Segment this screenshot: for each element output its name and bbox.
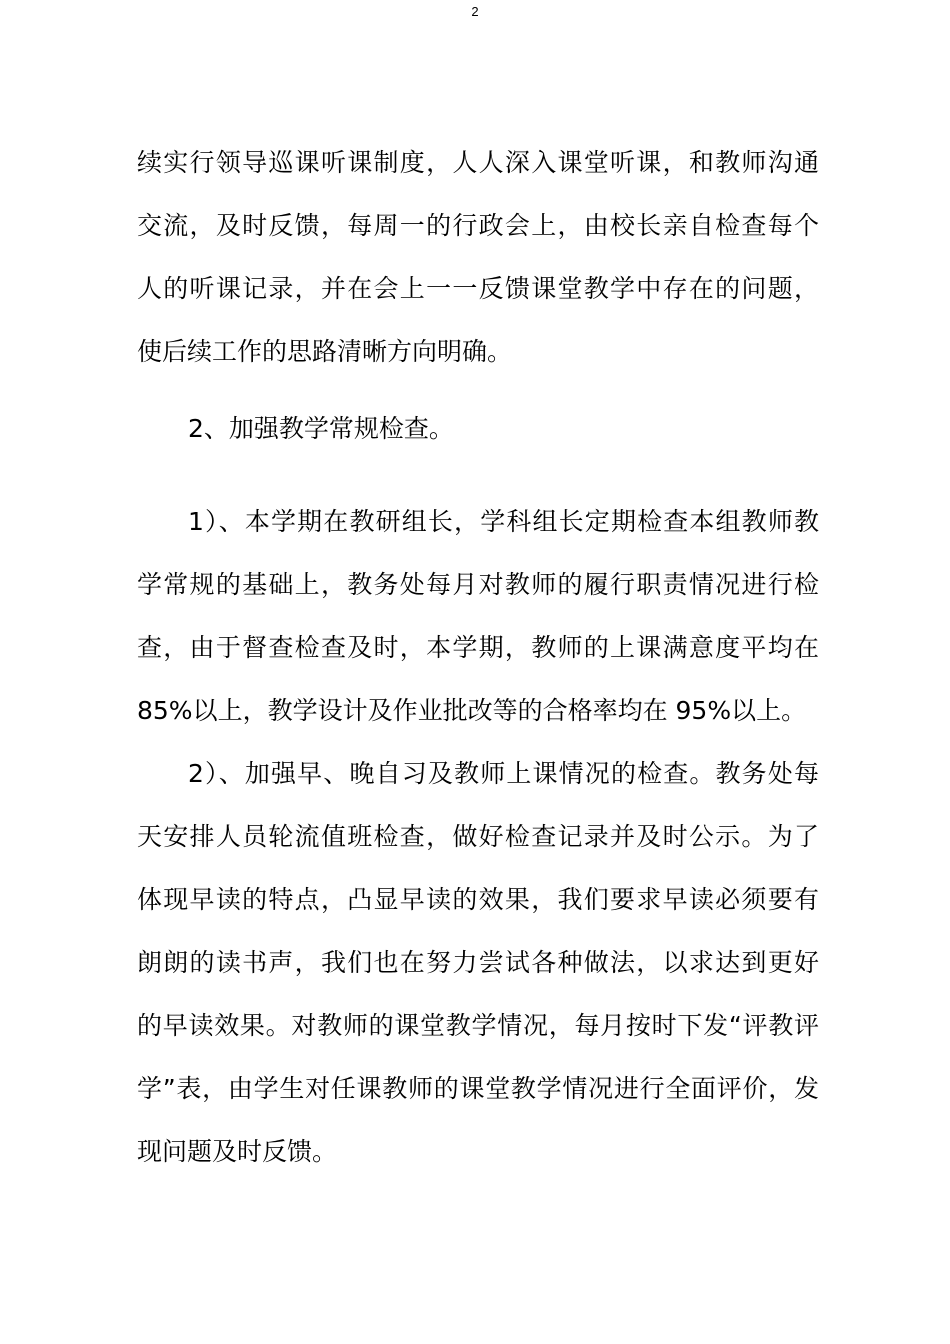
text-line: 使后续工作的思路清晰方向明确。 [137,337,513,366]
section-heading: 2、加强教学常规检查。 [188,414,454,443]
text-line: 续实行领导巡课听课制度，人人深入课堂听课，和教师沟通 [137,148,819,177]
text-line: 1）、本学期在教研组长，学科组长定期检查本组教师教 [188,507,819,536]
text-line: 体现早读的特点，凸显早读的效果，我们要求早读必须要有 [137,885,819,914]
text-line: 现问题及时反馈。 [137,1137,338,1166]
text-line: 朗朗的读书声，我们也在努力尝试各种做法，以求达到更好 [137,948,819,977]
text-line: 85%以上，教学设计及作业批改等的合格率均在 95%以上。 [137,696,807,725]
text-line: 学常规的基础上，教务处每月对教师的履行职责情况进行检 [137,570,819,599]
text-line: 查，由于督查检查及时，本学期，教师的上课满意度平均在 [137,633,819,662]
text-line: 人的听课记录，并在会上一一反馈课堂教学中存在的问题， [137,274,819,303]
text-line: 学”表，由学生对任课教师的课堂教学情况进行全面评价，发 [137,1074,819,1103]
text-line: 天安排人员轮流值班检查，做好检查记录并及时公示。为了 [137,822,819,851]
text-line: 交流，及时反馈，每周一的行政会上，由校长亲自检查每个 [137,211,819,240]
page-number: 2 [471,4,479,19]
text-line: 的早读效果。对教师的课堂教学情况，每月按时下发“评教评 [137,1011,819,1040]
text-line: 2）、加强早、晚自习及教师上课情况的检查。教务处每 [188,759,819,788]
